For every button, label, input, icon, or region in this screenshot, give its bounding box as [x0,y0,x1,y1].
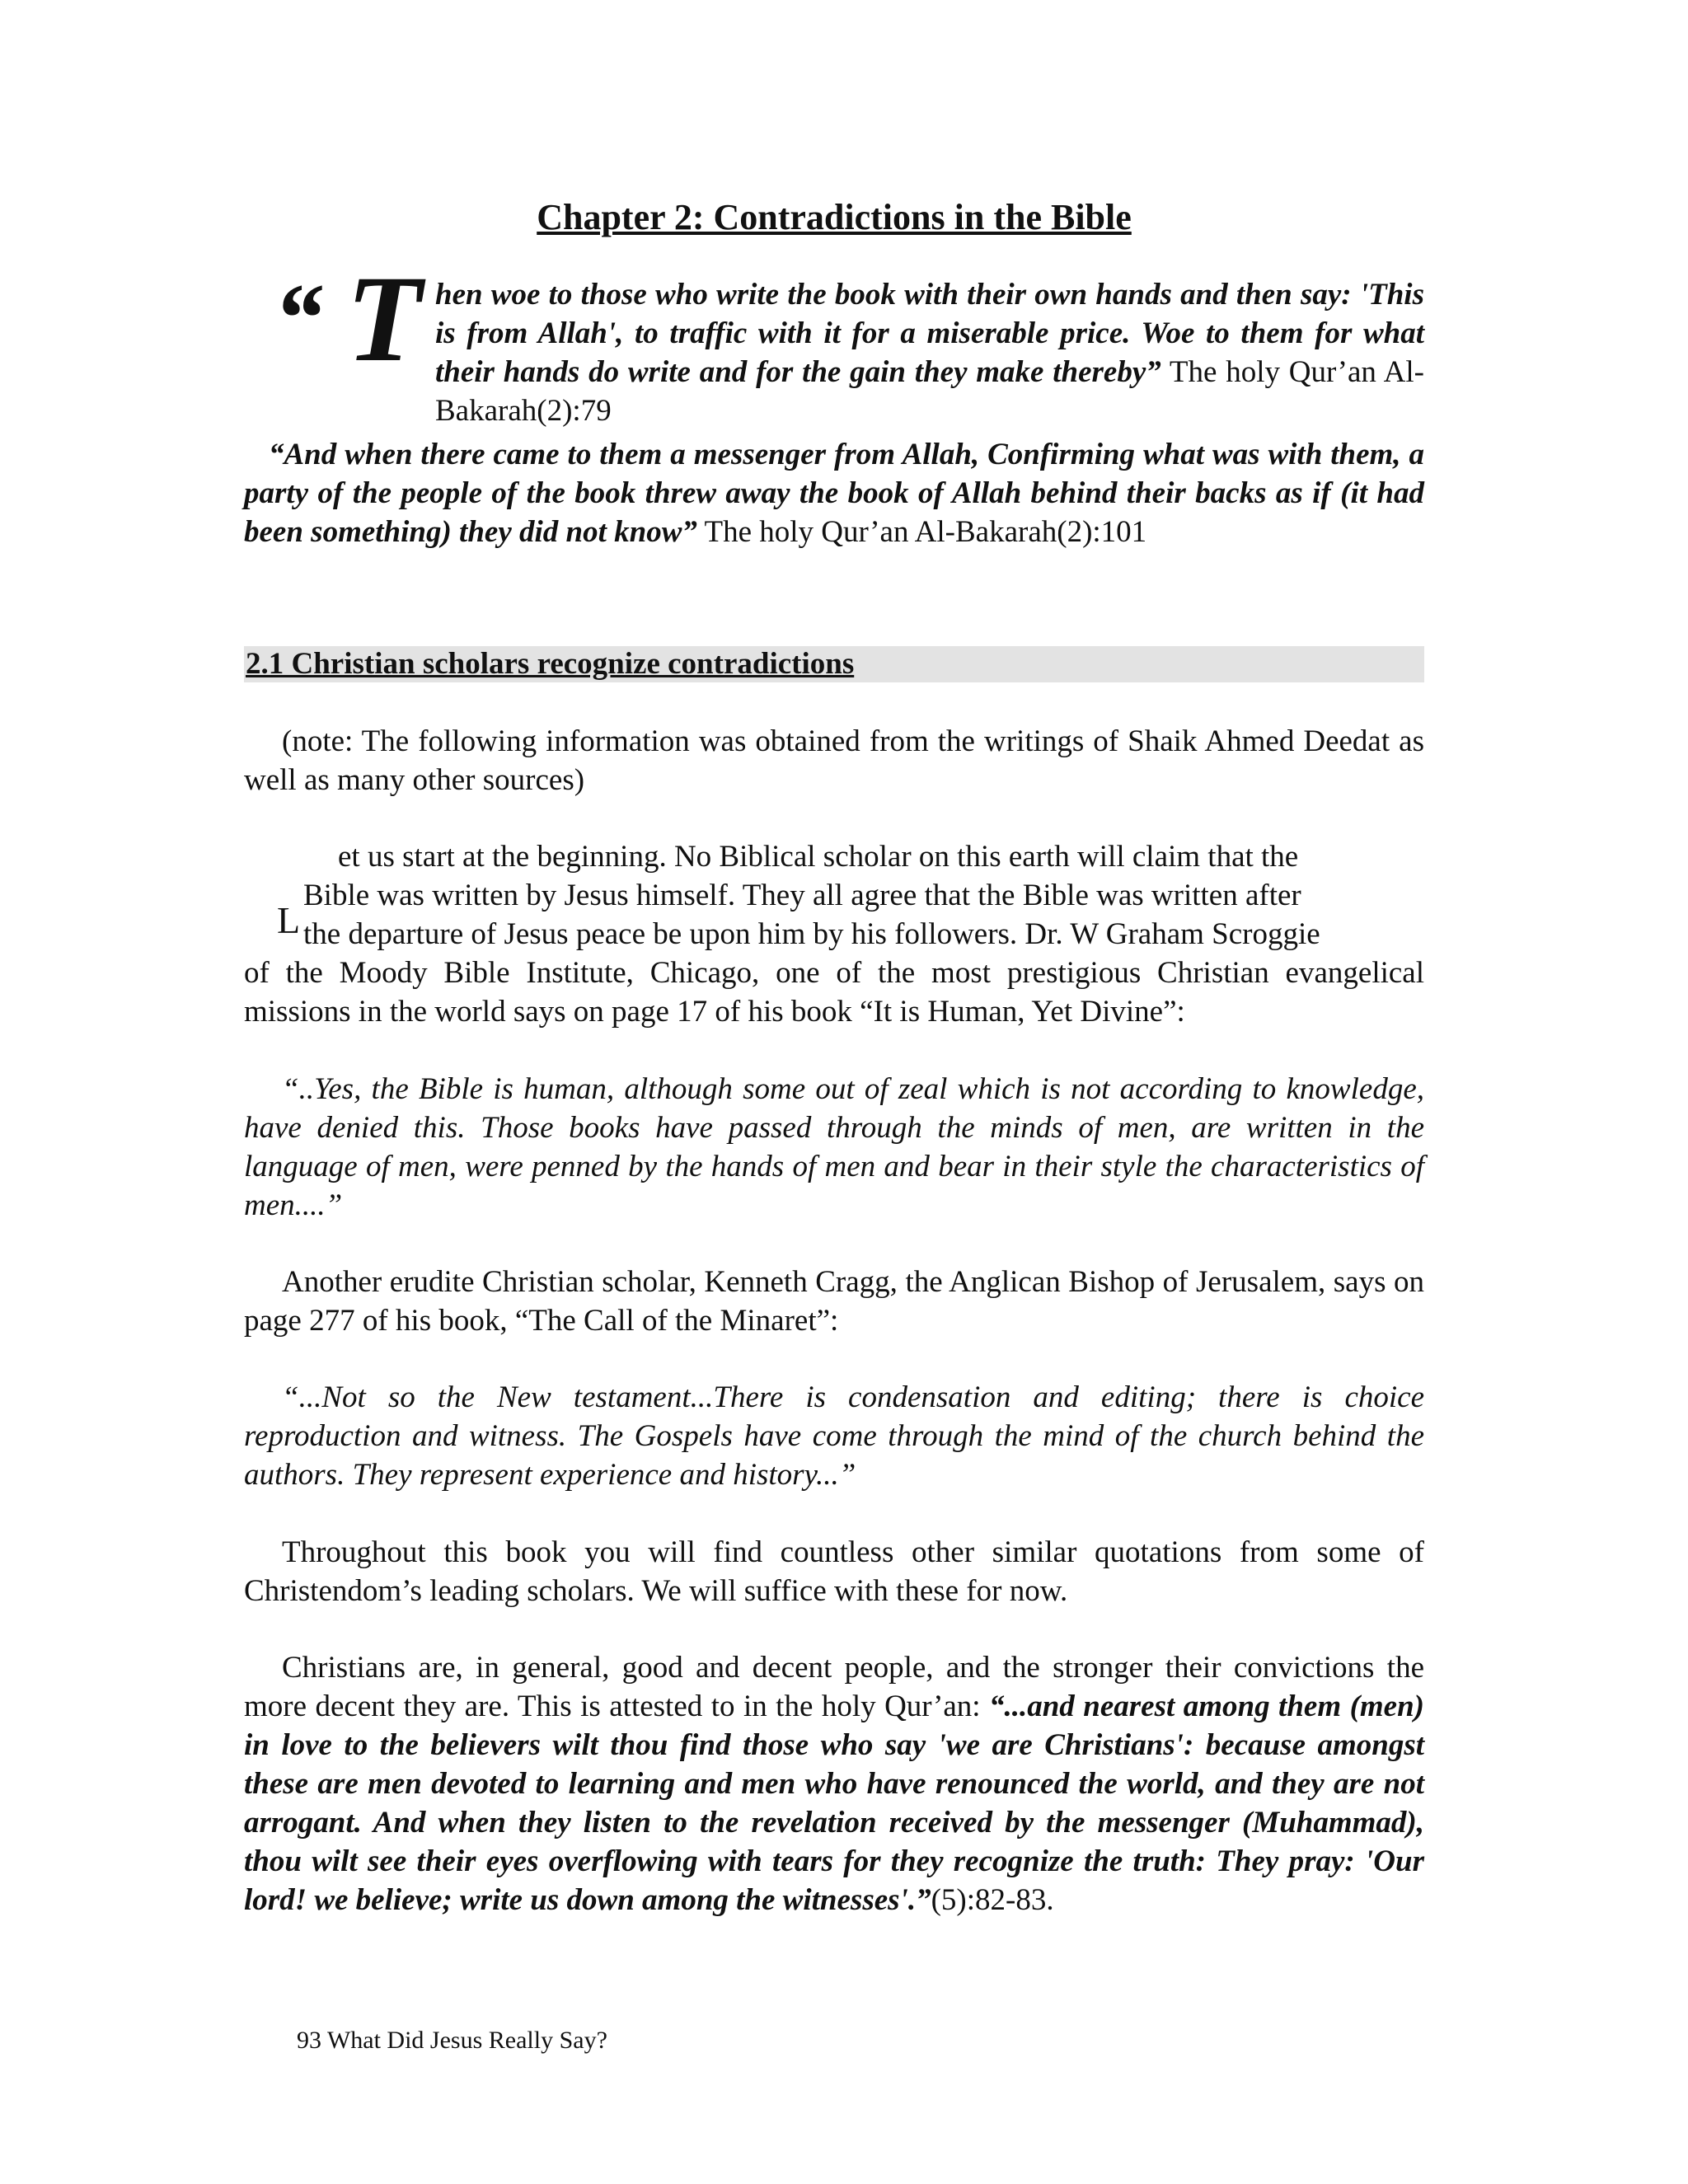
scroggie-quote [244,1070,1424,1225]
note-text: (note: The following information was obtained from the writings of Shaik Ahmed Deedat as well as many other sources) [244,724,1424,797]
intro-line: the departure of Jesus peace be upon him by his followers. Dr. W Graham Scroggie [303,917,1320,951]
epigraph-citation: The holy Qur’an Al-Bakarah(2):79 [435,355,1424,428]
throughout-text: Throughout this book you will find countless other similar quotations from some of Christendom’s leading scholars. We will suffice with these for now. [244,1535,1424,1608]
paragraph-intro [244,837,1424,1031]
epigraph-quote-text: “And when there came to them a messenger from Allah, Confirming what was with them, a party of the people of the book threw away the book of Allah behind their backs as if (it had been something) they did not know” [244,438,1424,549]
cragg-intro-text: Another erudite Christian scholar, Kenneth Cragg, the Anglican Bishop of Jerusalem, says on page 277 of his book, “The Call of the Minaret”: [244,1265,1424,1338]
christians-quran-quote: “...and nearest among them (men) in love to the believers wilt thou find those who say 'we are Christians': because amongst these are men devoted to learning and men who have renounced the world, and they are not arrogant. And when they listen to the revelation received by the messenger (Muhammad), thou wilt see their eyes overflowing with tears for they recognize the truth: They pray: 'Our lord! we believe; write us down among the witnesses'.” [244,1690,1424,1917]
page-footer: 93 What Did Jesus Really Say? [297,2027,607,2054]
paragraph-christians [244,1648,1424,1919]
paragraph-cragg [244,1263,1424,1340]
epigraph-citation: The holy Qur’an Al-Bakarah(2):101 [696,515,1147,549]
christians-text: Christians are, in general, good and decent people, and the stronger their convictions the more decent they are. This is attested to in the holy Qur’an: [244,1651,1424,1723]
epigraph-quran-2-101 [244,435,1424,551]
section-heading [244,646,1424,682]
paragraph-throughout [244,1533,1424,1610]
christians-quran-ref: (5):82-83. [931,1883,1054,1917]
intro-line: Bible was written by Jesus himself. They all agree that the Bible was written after [303,879,1301,912]
drop-cap-letter: T [346,251,422,387]
scroggie-quote-text: “..Yes, the Bible is human, although some out of zeal which is not according to knowledge, have denied this. Those books have passed through the minds of men, are written in the language of men, were penned by the hands of men and bear in their style the characteristics of men....” [244,1072,1424,1222]
drop-cap-letter: L [277,899,301,941]
intro-rest: of the Moody Bible Institute, Chicago, one of the most prestigious Christian evangelical missions in the world says on page 17 of his book “It is Human, Yet Divine”: [244,956,1424,1029]
cragg-quote-text: “...Not so the New testament...There is condensation and editing; there is choice reproduction and witness. The Gospels have come through the mind of the church behind the authors. They represent experience and history...” [244,1380,1424,1492]
intro-line: et us start at the beginning. No Biblical scholar on this earth will claim that the [338,840,1299,874]
drop-cap-quote-mark: “ [274,263,323,373]
epigraph-quote-text: hen woe to those who write the book with their own hands and then say: 'This is from Allah', to traffic with it for a miserable price. Woe to them for what their hands do write and for the gain they make thereby” [435,278,1424,389]
cragg-quote [244,1378,1424,1494]
paragraph-note [244,722,1424,799]
section-heading-text: 2.1 Christian scholars recognize contradictions [246,647,855,681]
drop-cap [244,251,435,404]
epigraph-quran-2-79 [244,251,1424,430]
chapter-title: Chapter 2: Contradictions in the Bible [537,197,1132,237]
